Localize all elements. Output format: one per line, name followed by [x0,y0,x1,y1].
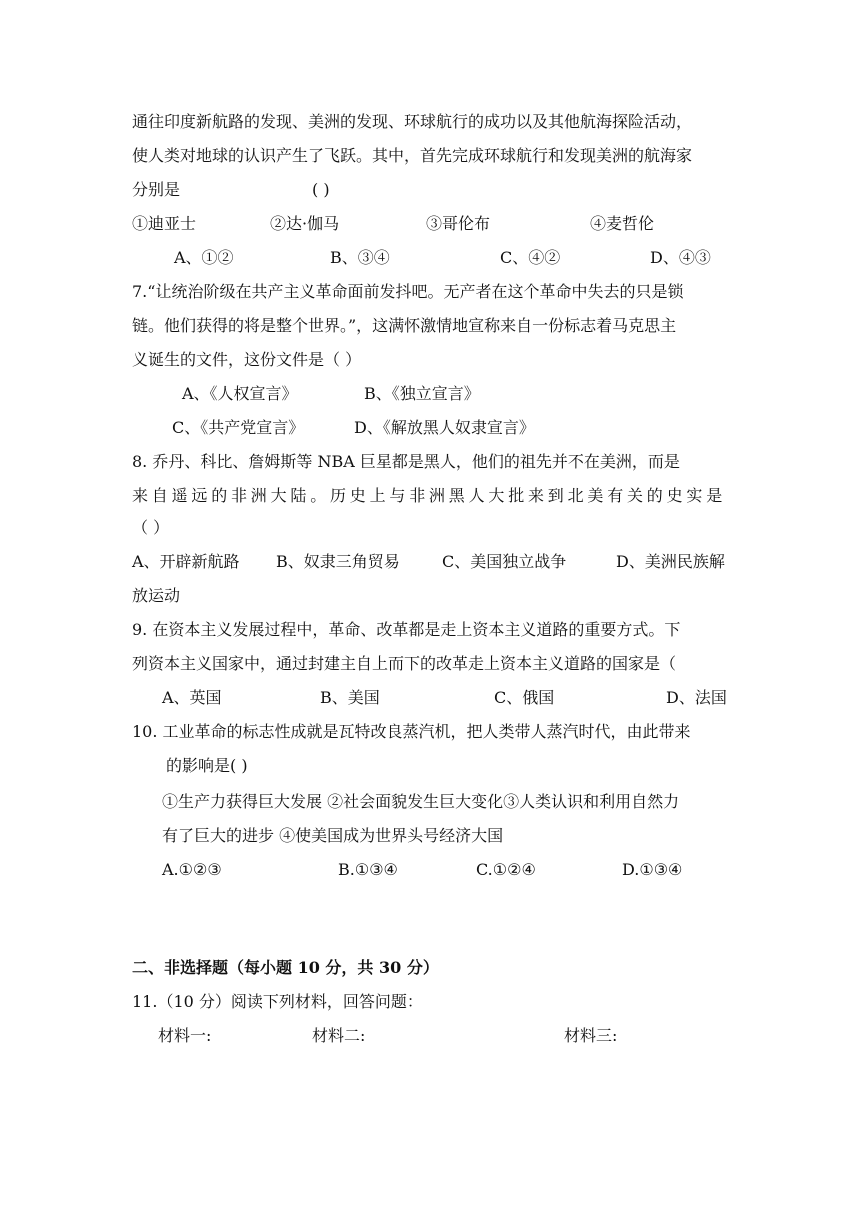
q6-stem-text: 分别是 [132,180,181,199]
q6-stem-line-1: 通往印度新航路的发现、美洲的发现、环球航行的成功以及其他航海探险活动， [132,112,693,131]
q6-items [132,214,732,234]
q9-stem-line-1: 9. 在资本主义发展过程中，革命、改革都是走上资本主义道路的重要方式。下 [132,620,681,639]
q9-option-c: C、俄国 [494,688,555,707]
q7-stem-line-2: 链。他们获得的将是整个世界。”，这满怀激情地宣称来自一份标志着马克思主 [132,316,677,335]
q8-option-d-continued: 放运动 [132,586,181,605]
q10-options [132,860,732,880]
q7-option-c: C、《共产党宣言》 [172,418,305,437]
q10-option-c: C.①②④ [476,860,536,879]
material-1-label: 材料一: [158,1026,212,1045]
q8-stem-line-1 [132,452,730,472]
q8-options [132,552,732,572]
section-2-heading: 二、非选择题（每小题 10 分，共 30 分） [132,958,439,977]
material-2-label: 材料二: [312,1026,366,1045]
q8-option-b: B、奴隶三角贸易 [276,552,400,571]
q6-option-d: D、④③ [650,248,711,267]
q7-option-a: A、《人权宣言》 [182,384,298,403]
q8-option-d: D、美洲民族解 [616,552,725,571]
q6-item-2: ②达·伽马 [270,214,340,233]
q7-options-row-2 [132,418,732,438]
q9-option-d: D、法国 [666,688,727,707]
q10-option-b: B.①③④ [338,860,398,879]
q6-option-c: C、④② [500,248,561,267]
q7-option-b: B、《独立宣言》 [364,384,480,403]
q10-stem-line-2: 的影响是( ) [166,756,248,775]
q9-option-b: B、美国 [320,688,380,707]
material-3-label: 材料三: [564,1026,618,1045]
q10-items-line-2: 有了巨大的进步 ④使美国成为世界头号经济大国 [162,826,504,845]
q10-option-d: D.①③④ [622,860,683,879]
q8-option-c: C、美国独立战争 [442,552,567,571]
q9-option-a: A、英国 [162,688,222,707]
q6-answer-bracket: ( ) [312,180,330,199]
q7-option-d: D、《解放黑人奴隶宣言》 [354,418,535,437]
q6-options [132,248,732,268]
q6-item-3: ③哥伦布 [426,214,491,233]
q10-option-a: A.①②③ [162,860,222,879]
q10-stem-line-1: 10. 工业革命的标志性成就是瓦特改良蒸汽机，把人类带人蒸汽时代，由此带来 [132,722,691,741]
q9-stem-line-2: 列资本主义国家中，通过封建主自上而下的改革走上资本主义道路的国家是（ [132,654,677,673]
q8-stem-line-3: （ ） [132,518,170,537]
q6-option-a: A、①② [174,248,234,267]
q6-stem-line-3 [132,180,732,200]
q11-materials [132,1026,732,1046]
q8-option-a: A、开辟新航路 [132,552,240,571]
q7-stem-line-3: 义诞生的文件，这份文件是（ ） [132,350,362,369]
q6-stem-line-2: 使人类对地球的认识产生了飞跃。其中，首先完成环球航行和发现美洲的航海家 [132,146,693,165]
q8-stem-line-2: 来自遥远的非洲大陆。历史上与非洲黑人大批来到北美有关的史实是 [132,486,727,505]
q6-item-4: ④麦哲伦 [590,214,655,233]
q8-stem-text-1: 8. 乔丹、科比、詹姆斯等 NBA 巨星都是黑人，他们的祖先并不在美洲，而是 [132,452,680,471]
q6-option-b: B、③④ [330,248,390,267]
q7-stem-line-1: 7.“让统治阶级在共产主义革命面前发抖吧。无产者在这个革命中失去的只是锁 [132,282,684,301]
q6-item-1: ①迪亚士 [132,214,197,233]
q10-items-line-1: ①生产力获得巨大发展 ②社会面貌发生巨大变化③人类认识和利用自然力 [162,792,680,811]
q11-stem: 11.（10 分）阅读下列材料，回答问题： [132,992,423,1011]
q7-options-row-1 [132,384,732,404]
q9-options [132,688,732,708]
